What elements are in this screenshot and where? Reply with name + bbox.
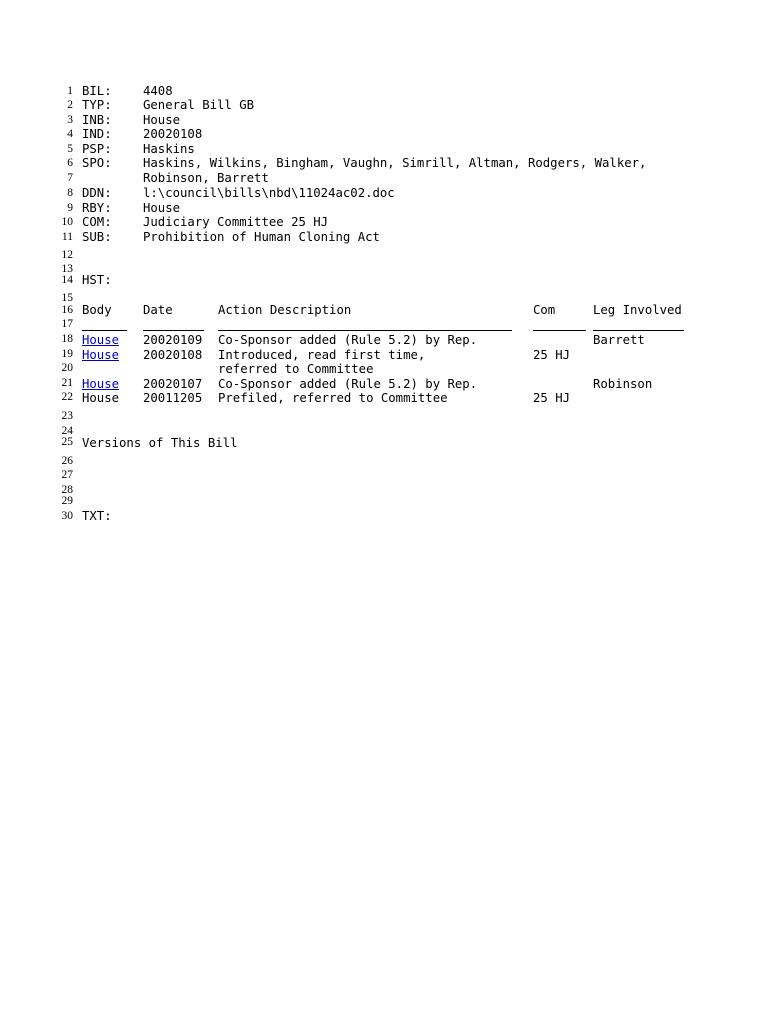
row-date: 20020109 xyxy=(143,333,203,347)
field-label-ind: IND: xyxy=(82,127,112,141)
row-leg: Robinson xyxy=(593,377,653,391)
row-leg: Barrett xyxy=(593,333,645,347)
col-header-body: Body xyxy=(82,303,112,317)
field-value-inb: House xyxy=(143,113,181,127)
row-date: 20020107 xyxy=(143,377,203,391)
text-label: TXT: xyxy=(82,509,112,523)
line-number: 15 xyxy=(61,292,73,304)
field-value-psp: Haskins xyxy=(143,142,195,156)
line-number: 3 xyxy=(67,114,73,126)
field-label-spo: SPO: xyxy=(82,156,112,170)
row-action: Co-Sponsor added (Rule 5.2) by Rep. xyxy=(218,377,478,391)
line-number: 30 xyxy=(61,510,73,522)
line-number: 12 xyxy=(61,249,73,261)
line-number: 19 xyxy=(61,348,73,360)
row-body: House xyxy=(82,391,120,405)
field-label-psp: PSP: xyxy=(82,142,112,156)
field-label-rby: RBY: xyxy=(82,201,112,215)
field-value-spo: Haskins, Wilkins, Bingham, Vaughn, Simrill, Altman, Rodgers, Walker, xyxy=(143,156,647,170)
field-label-bil: BIL: xyxy=(82,84,112,98)
row-date: 20011205 xyxy=(143,391,203,405)
line-number: 5 xyxy=(67,143,73,155)
line-number: 27 xyxy=(61,469,73,481)
history-label: HST: xyxy=(82,273,112,287)
line-number: 2 xyxy=(67,99,73,111)
line-number: 25 xyxy=(61,436,73,448)
row-action: Prefiled, referred to Committee xyxy=(218,391,448,405)
line-number: 8 xyxy=(67,187,73,199)
row-date: 20020108 xyxy=(143,348,203,362)
line-number: 24 xyxy=(61,425,73,437)
row-action: Introduced, read first time, xyxy=(218,348,426,362)
row-action: Co-Sponsor added (Rule 5.2) by Rep. xyxy=(218,333,478,347)
field-value-rby: House xyxy=(143,201,181,215)
line-number: 17 xyxy=(61,318,73,330)
field-value-spo-continued: Robinson, Barrett xyxy=(143,171,269,185)
rule-com xyxy=(533,330,586,331)
line-number: 20 xyxy=(61,362,73,374)
field-label-sub: SUB: xyxy=(82,230,112,244)
line-number: 11 xyxy=(61,231,73,243)
line-number: 13 xyxy=(61,263,73,275)
field-value-typ: General Bill GB xyxy=(143,98,255,112)
body-link[interactable]: House xyxy=(82,333,120,347)
line-number: 9 xyxy=(67,202,73,214)
field-value-ind: 20020108 xyxy=(143,127,203,141)
line-number: 1 xyxy=(67,85,73,97)
line-number: 29 xyxy=(61,495,73,507)
col-header-com: Com xyxy=(533,303,556,317)
line-number: 6 xyxy=(67,157,73,169)
col-header-leg: Leg Involved xyxy=(593,303,682,317)
line-number: 21 xyxy=(61,377,73,389)
line-number: 28 xyxy=(61,484,73,496)
row-com: 25 HJ xyxy=(533,348,571,362)
field-label-com: COM: xyxy=(82,215,112,229)
field-value-bil: 4408 xyxy=(143,84,173,98)
col-header-action: Action Description xyxy=(218,303,352,317)
field-label-inb: INB: xyxy=(82,113,112,127)
field-value-com: Judiciary Committee 25 HJ xyxy=(143,215,329,229)
line-number: 4 xyxy=(67,128,73,140)
rule-leg xyxy=(593,330,684,331)
line-number: 16 xyxy=(61,304,73,316)
col-header-date: Date xyxy=(143,303,173,317)
field-value-ddn: l:\council\bills\nbd\11024ac02.doc xyxy=(143,186,395,200)
line-number: 10 xyxy=(61,216,73,228)
rule-body xyxy=(82,330,127,331)
field-label-typ: TYP: xyxy=(82,98,112,112)
body-link[interactable]: House xyxy=(82,377,120,391)
versions-heading: Versions of This Bill xyxy=(82,436,238,450)
row-action-continued: referred to Committee xyxy=(218,362,374,376)
line-number: 22 xyxy=(61,391,73,403)
line-number: 23 xyxy=(61,410,73,422)
field-label-ddn: DDN: xyxy=(82,186,112,200)
line-number: 7 xyxy=(67,172,73,184)
rule-action xyxy=(218,330,512,331)
rule-date xyxy=(143,330,204,331)
line-number: 14 xyxy=(61,274,73,286)
line-number: 26 xyxy=(61,455,73,467)
field-value-sub: Prohibition of Human Cloning Act xyxy=(143,230,380,244)
line-number: 18 xyxy=(61,333,73,345)
row-com: 25 HJ xyxy=(533,391,571,405)
body-link[interactable]: House xyxy=(82,348,120,362)
